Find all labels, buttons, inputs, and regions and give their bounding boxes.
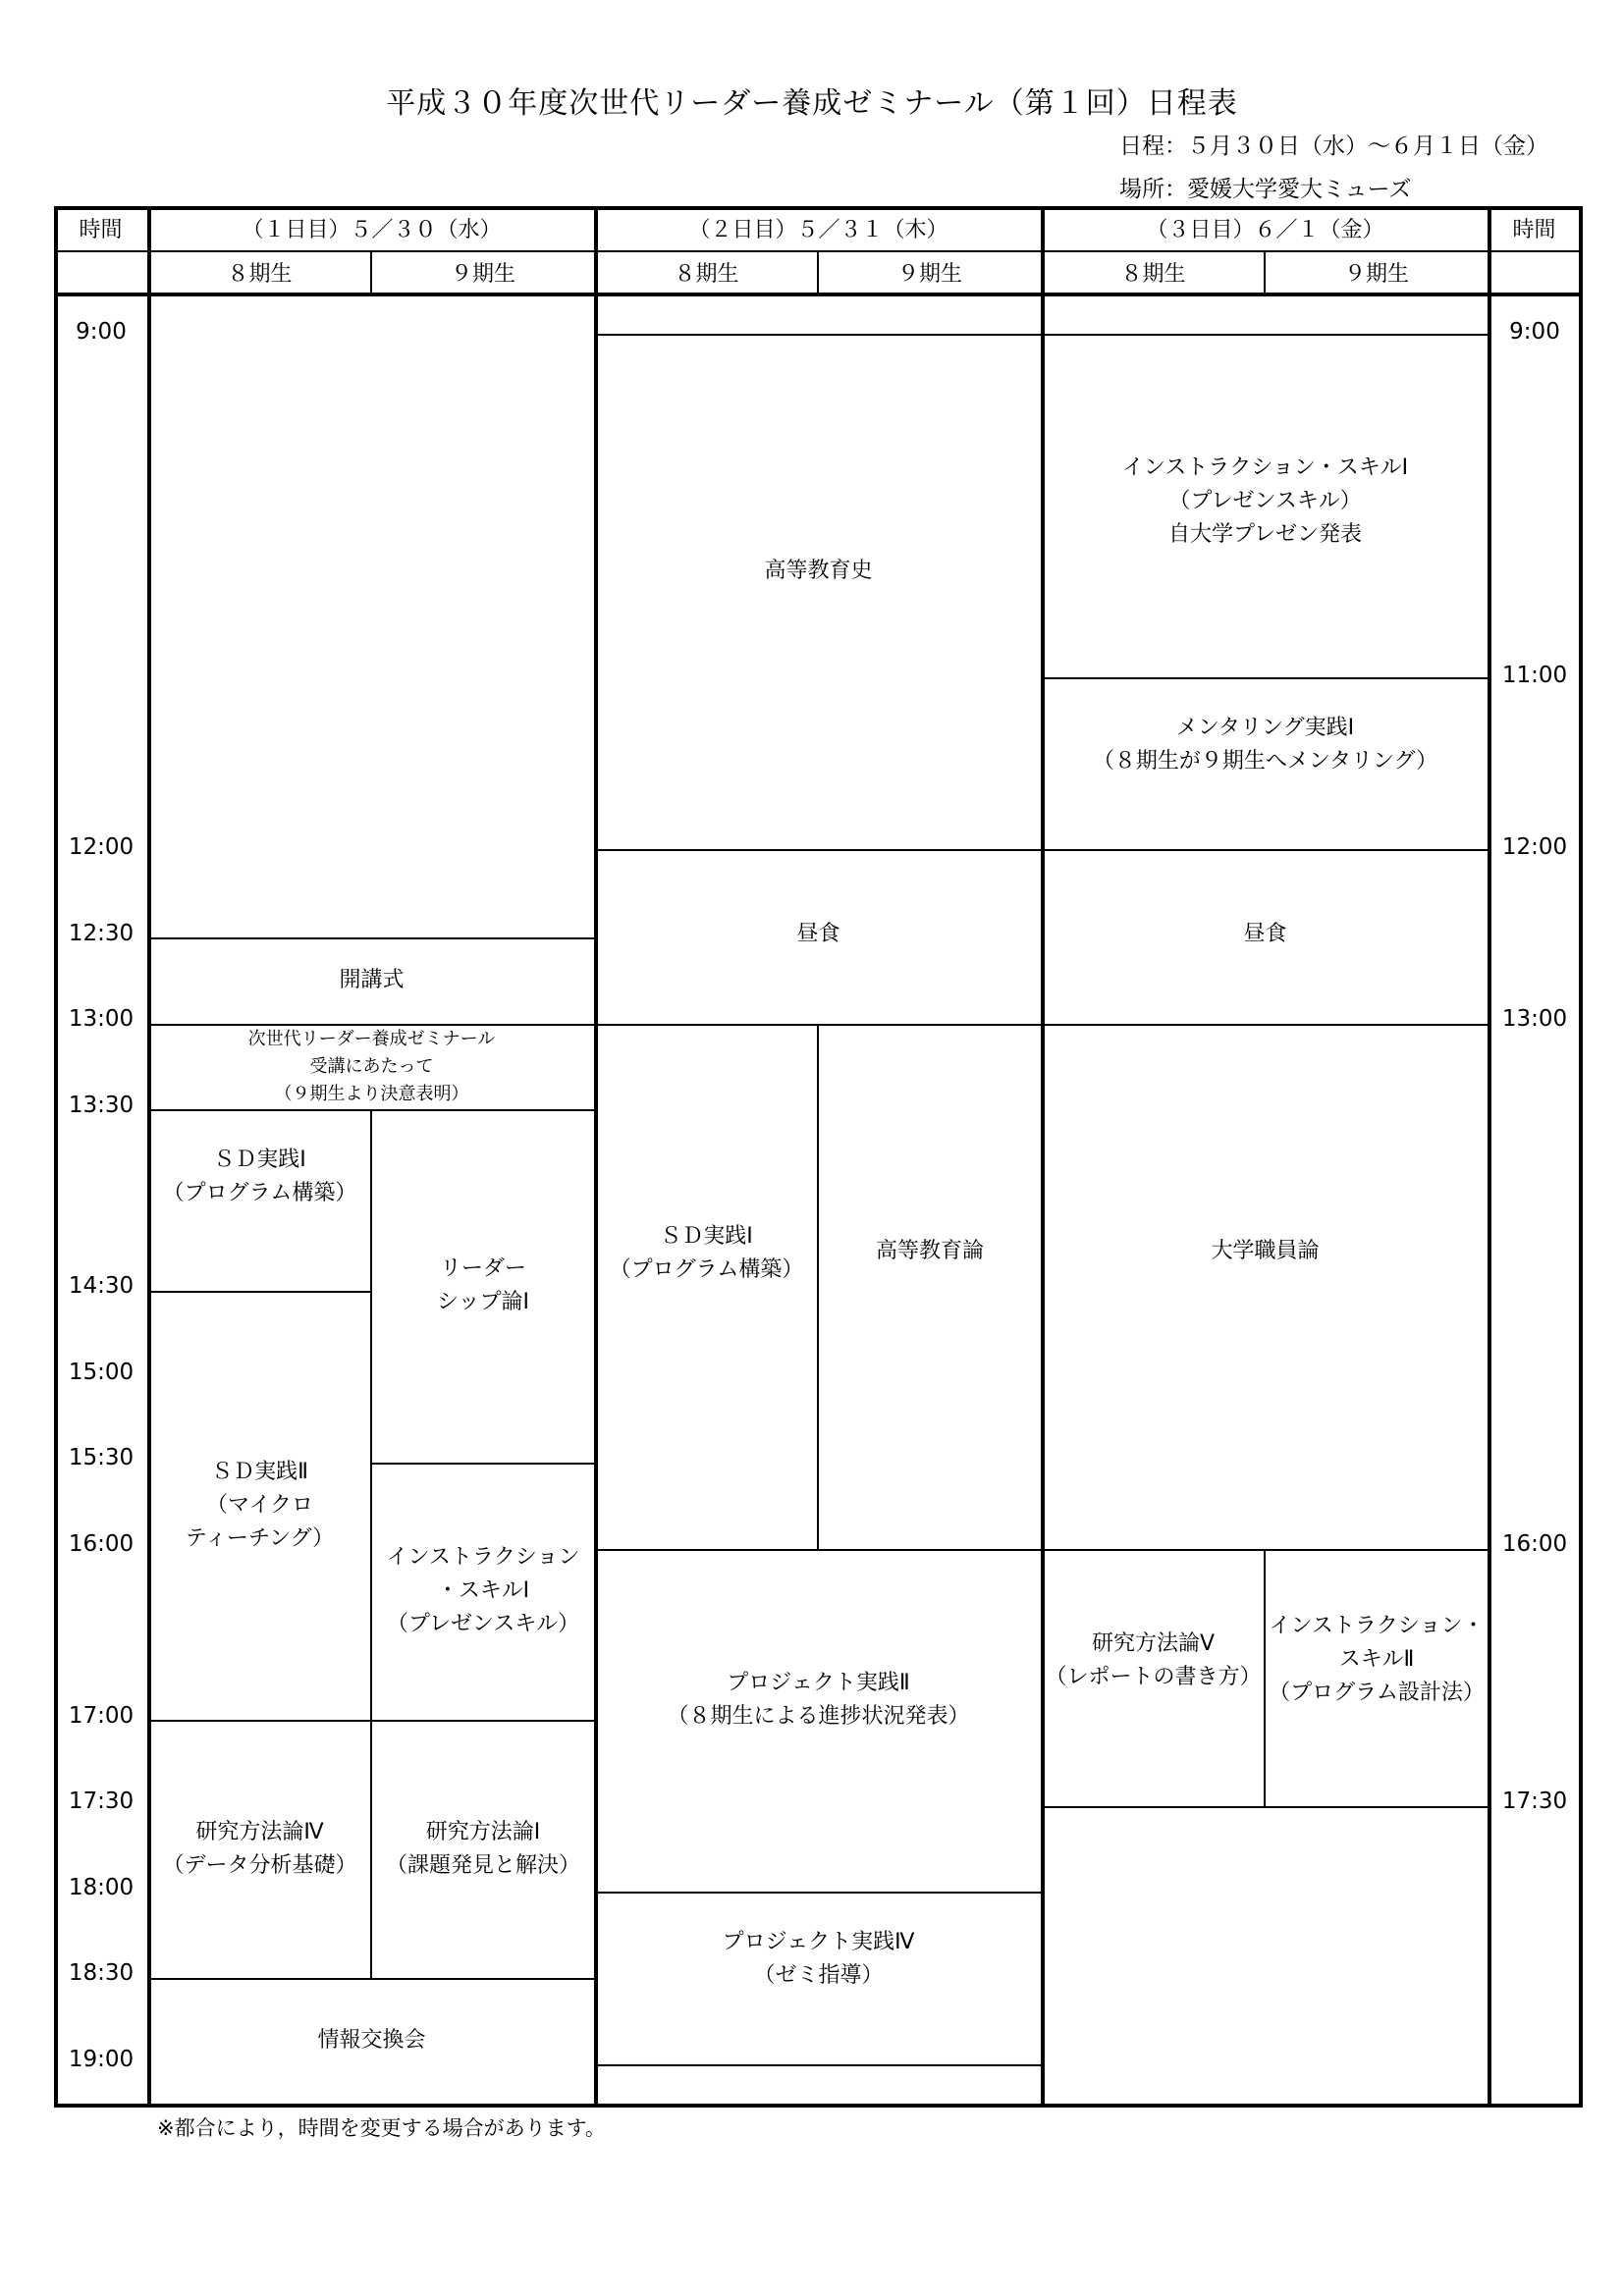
time-label: 12:00: [1501, 834, 1568, 860]
day3-instruction2: [1266, 1549, 1488, 1806]
time-label: 15:30: [68, 1445, 135, 1470]
schedule-dates: 日程：５月３０日（水）～６月１日（金）: [1119, 133, 1548, 159]
day3-lunch: [1043, 849, 1488, 1024]
header-day2-cohort9: ９期生: [896, 262, 962, 287]
day1-research4: [149, 1720, 370, 1978]
cell-text: 大学職員論: [1211, 1239, 1320, 1263]
day2-higher-ed: [819, 1024, 1041, 1549]
cell-text: ＳＤ実践Ⅱ: [211, 1459, 308, 1484]
day2-history: [596, 334, 1041, 849]
day2-project4: [596, 1892, 1041, 2064]
cell-text: （８期生による進捗状況発表）: [667, 1704, 970, 1729]
cell-text: （データ分析基礎）: [162, 1852, 357, 1878]
cell-text: プロジェクト実践Ⅳ: [722, 1930, 915, 1954]
time-label: 13:00: [68, 1006, 135, 1032]
cell-text: インストラクション・: [1269, 1614, 1485, 1638]
cell-text: インストラクション: [386, 1545, 580, 1570]
day2-lunch: [596, 849, 1041, 1024]
cell-text: （レポートの書き方）: [1045, 1665, 1262, 1689]
header-day1-cohort8: ８期生: [227, 262, 293, 287]
header-day3-cohort8: ８期生: [1120, 262, 1186, 287]
cell-text: シップ論Ⅰ: [436, 1290, 530, 1314]
time-label: 11:00: [1501, 663, 1568, 688]
cell-text: メンタリング実践Ⅰ: [1175, 716, 1355, 740]
cell-text: 受講にあたって: [309, 1055, 434, 1077]
cell-text: リーダー: [439, 1256, 526, 1281]
cell-text: スキルⅡ: [1338, 1647, 1415, 1672]
time-label: 13:30: [68, 1093, 135, 1118]
time-label: 12:30: [68, 921, 135, 946]
cell-text: 情報交換会: [317, 2028, 426, 2053]
cell-text: 開講式: [339, 968, 405, 992]
cell-text: 研究方法論Ⅴ: [1091, 1631, 1216, 1656]
cell-text: プロジェクト実践Ⅱ: [727, 1671, 910, 1695]
time-label: 18:00: [68, 1875, 135, 1900]
day2-sd1: [596, 1024, 817, 1549]
venue: 場所：愛媛大学愛大ミューズ: [1119, 177, 1412, 202]
time-label: 17:30: [68, 1789, 135, 1814]
cell-text: （プログラム設計法）: [1269, 1681, 1485, 1705]
cell-text: （マイクロ: [205, 1492, 314, 1518]
day1-opening: [149, 937, 594, 1024]
cell-text: 高等教育論: [875, 1239, 984, 1263]
header-time-right: 時間: [1512, 218, 1556, 242]
cell-text: 自大学プレゼン発表: [1167, 522, 1363, 547]
cell-text: （プレゼンスキル）: [1168, 489, 1362, 513]
page-title: 平成３０年度次世代リーダー養成ゼミナール（第１回）日程表: [386, 86, 1238, 121]
cell-text: 次世代リーダー養成ゼミナール: [247, 1028, 496, 1049]
cell-text: 昼食: [1243, 922, 1287, 946]
header-day1: （１日目）５／３０（水）: [242, 218, 502, 242]
day2-project2: [596, 1549, 1041, 1892]
header-day2-cohort8: ８期生: [674, 262, 739, 287]
header-time-left: 時間: [79, 218, 123, 242]
cell-text: （課題発見と解決）: [385, 1852, 580, 1878]
time-label: 17:30: [1501, 1789, 1568, 1814]
time-label: 13:00: [1501, 1006, 1568, 1032]
time-label: 15:00: [68, 1360, 135, 1385]
time-label: 12:00: [68, 834, 135, 860]
day3-mentoring: [1043, 677, 1488, 849]
cell-text: （プログラム構築）: [162, 1181, 357, 1205]
header-day3-cohort9: ９期生: [1343, 262, 1409, 287]
cell-text: （ゼミ指導）: [753, 1963, 884, 1988]
cell-text: （９期生より決意表明）: [274, 1083, 469, 1104]
time-label: 9:00: [1509, 319, 1560, 345]
header-day1-cohort9: ９期生: [450, 262, 515, 287]
cell-text: ティーチング）: [185, 1525, 335, 1551]
day1-sd2: [149, 1291, 370, 1720]
cell-text: ・スキルⅠ: [436, 1578, 530, 1603]
cell-text: （８期生が９期生へメンタリング）: [1092, 749, 1438, 774]
cell-text: ＳＤ実践Ⅰ: [213, 1148, 306, 1172]
day3-instruction: [1043, 334, 1488, 677]
day1-research1: [372, 1720, 594, 1978]
cell-text: （プレゼンスキル）: [386, 1612, 580, 1636]
time-label: 16:00: [68, 1531, 135, 1557]
day1-sd1: [149, 1109, 370, 1291]
cell-text: 昼食: [796, 922, 840, 946]
day3-staff: [1043, 1024, 1488, 1549]
time-label: 19:00: [68, 2047, 135, 2072]
footnote: ※都合により，時間を変更する場合があります。: [157, 2116, 606, 2140]
day1-leadership: [372, 1109, 594, 1463]
time-label: 18:30: [68, 1960, 135, 1986]
day1-exchange: [149, 1978, 594, 2104]
day1-instruction: [372, 1463, 594, 1720]
time-label: 16:00: [1501, 1531, 1568, 1557]
time-label: 9:00: [76, 319, 127, 345]
time-label: 14:30: [68, 1273, 135, 1299]
day1-intro: [149, 1024, 594, 1109]
schedule-table: [54, 206, 1581, 2106]
cell-text: （プログラム構築）: [609, 1257, 804, 1282]
header-day3: （３日目）６／１（金）: [1146, 218, 1384, 242]
cell-text: 研究方法論Ⅳ: [195, 1819, 324, 1844]
cell-text: 研究方法論Ⅰ: [425, 1819, 541, 1844]
cell-text: 高等教育史: [764, 559, 873, 583]
day3-research5: [1043, 1549, 1264, 1806]
cell-text: インストラクション・スキルⅠ: [1121, 455, 1409, 480]
cell-text: ＳＤ実践Ⅰ: [660, 1224, 753, 1249]
time-label: 17:00: [68, 1703, 135, 1729]
header-day2: （２日目）５／３１（木）: [688, 218, 948, 242]
